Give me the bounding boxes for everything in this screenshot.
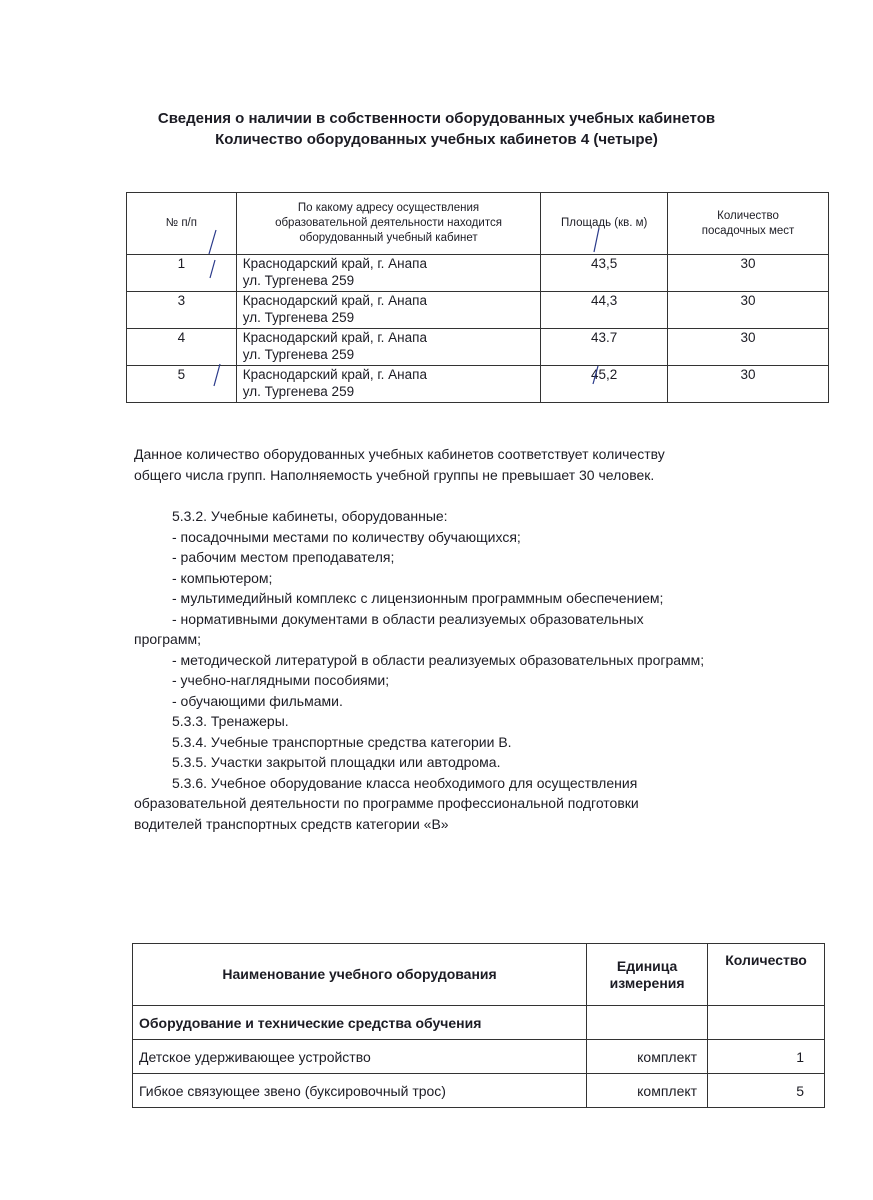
- address-line: Краснодарский край, г. Анапа: [242, 367, 427, 382]
- column-header-number: № п/п: [127, 193, 237, 255]
- table-row: [127, 329, 829, 366]
- address-line: Краснодарский край, г. Анапа: [242, 293, 427, 308]
- list-item: образовательной деятельности по программе профессиональной подготовки: [134, 795, 639, 811]
- list-item: - методической литературой в области реализуемых образовательных программ;: [172, 651, 705, 668]
- room-address: [236, 329, 541, 366]
- list-item: - компьютером;: [172, 569, 273, 586]
- intro-paragraph: [134, 444, 834, 485]
- empty-cell: [587, 1006, 708, 1040]
- handwritten-mark: [205, 228, 219, 256]
- list-item: - мультимедийный комплекс с лицензионным программным обеспечением;: [172, 590, 664, 606]
- list-item: - нормативными документами в области реализуемых образовательных: [172, 610, 644, 627]
- room-number: 3: [127, 292, 237, 329]
- classrooms-table: [126, 192, 829, 403]
- equipment-unit: комплект: [587, 1040, 708, 1074]
- equipment-group-label: Оборудование и технические средства обучения: [133, 1006, 587, 1040]
- document-title: Сведения о наличии в собственности оборудованных учебных кабинетов: [157, 110, 716, 127]
- room-area: 43,5: [541, 255, 668, 292]
- address-line: ул. Тургенева 259: [242, 310, 355, 325]
- room-number: 1: [127, 255, 237, 292]
- equipment-quantity: 1: [708, 1040, 825, 1074]
- handwritten-mark: [590, 226, 604, 254]
- list-item: 5.3.5. Участки закрытой площадки или автодрома.: [172, 754, 501, 770]
- room-number: 5: [127, 366, 237, 403]
- document-subtitle: Количество оборудованных учебных кабинетов 4 (четыре): [215, 131, 658, 148]
- list-item: 5.3.4. Учебные транспортные средства категории В.: [172, 733, 512, 750]
- room-address: [236, 366, 541, 403]
- equipment-list: [134, 506, 834, 834]
- room-area: 43.7: [541, 329, 668, 366]
- room-area: 45,2: [541, 366, 668, 403]
- room-address: [236, 255, 541, 292]
- equipment-unit: комплект: [587, 1074, 708, 1108]
- room-address: [236, 292, 541, 329]
- table-row: [127, 292, 829, 329]
- room-number: 4: [127, 329, 237, 366]
- address-line: Краснодарский край, г. Анапа: [242, 256, 427, 271]
- table-row: [127, 255, 829, 292]
- list-item: - обучающими фильмами.: [172, 692, 343, 709]
- equipment-name: Гибкое связующее звено (буксировочный трос): [133, 1074, 587, 1108]
- column-header-quantity: Количество: [708, 944, 825, 1006]
- column-header-area: Площадь (кв. м): [541, 193, 668, 255]
- list-item: водителей транспортных средств категории «В»: [134, 815, 449, 832]
- table-header-row: [133, 944, 825, 1006]
- list-item: - учебно-наглядными пособиями;: [172, 672, 390, 688]
- list-item: 5.3.3. Тренажеры.: [172, 713, 289, 729]
- column-header-address: По какому адресу осуществления образовательной деятельности находится оборудованный учебный кабинет: [236, 193, 541, 255]
- table-header-row: [127, 193, 829, 255]
- handwritten-mark: [210, 362, 224, 388]
- text-line: общего числа групп. Наполняемость учебной группы не превышает 30 человек.: [134, 466, 655, 483]
- table-group-row: [133, 1006, 825, 1040]
- address-line: ул. Тургенева 259: [242, 384, 355, 399]
- text-line: Данное количество оборудованных учебных кабинетов соответствует количеству: [134, 446, 665, 462]
- equipment-table: [132, 943, 825, 1108]
- address-line: ул. Тургенева 259: [242, 347, 355, 362]
- table-row: [133, 1074, 825, 1108]
- room-seats: 30: [668, 255, 829, 292]
- handwritten-mark: [588, 364, 602, 386]
- list-item: - посадочными местами по количеству обучающихся;: [172, 528, 521, 545]
- empty-cell: [708, 1006, 825, 1040]
- room-area: 44,3: [541, 292, 668, 329]
- table-row: [133, 1040, 825, 1074]
- table-row: [127, 366, 829, 403]
- equipment-quantity: 5: [708, 1074, 825, 1108]
- list-item: - рабочим местом преподавателя;: [172, 549, 395, 565]
- column-header-seats: Количество посадочных мест: [668, 193, 829, 255]
- room-seats: 30: [668, 292, 829, 329]
- list-item: 5.3.2. Учебные кабинеты, оборудованные:: [172, 508, 448, 524]
- address-line: ул. Тургенева 259: [242, 273, 355, 288]
- list-item: программ;: [134, 631, 201, 647]
- list-item: 5.3.6. Учебное оборудование класса необходимого для осуществления: [172, 774, 638, 791]
- column-header-unit: Единица измерения: [587, 944, 708, 1006]
- room-seats: 30: [668, 329, 829, 366]
- column-header-equipment-name: Наименование учебного оборудования: [133, 944, 587, 1006]
- handwritten-mark: [205, 258, 219, 280]
- equipment-name: Детское удерживающее устройство: [133, 1040, 587, 1074]
- address-line: Краснодарский край, г. Анапа: [242, 330, 427, 345]
- room-seats: 30: [668, 366, 829, 403]
